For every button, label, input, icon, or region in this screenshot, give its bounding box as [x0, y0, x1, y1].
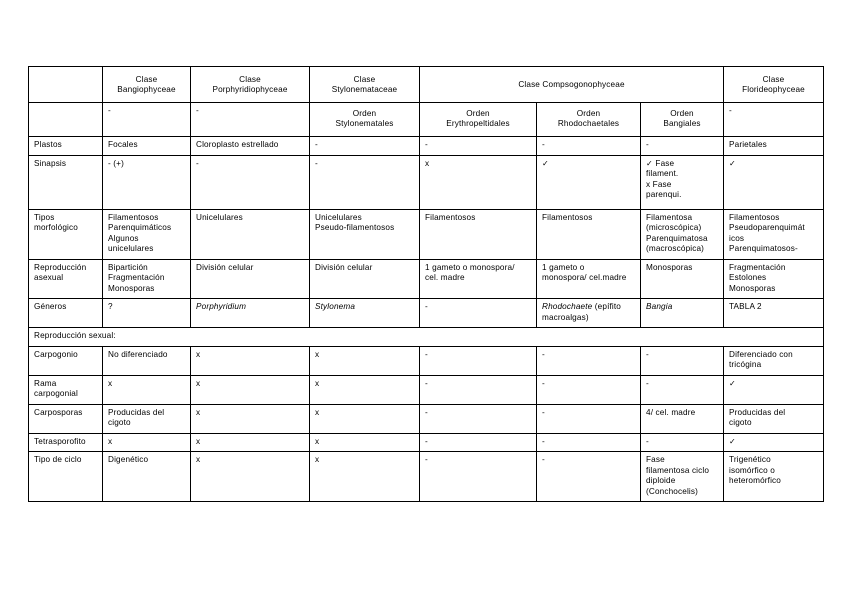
table-cell: - [420, 375, 537, 404]
section-label: Reproducción sexual: [29, 328, 824, 347]
table-cell: Filamentosos Pseudoparenquimát icos Parenquimatosos- [724, 209, 824, 259]
table-cell: - [420, 346, 537, 375]
table-cell: x [191, 433, 310, 452]
row-label: Tipo de ciclo [29, 452, 103, 502]
table-cell: Digenético [103, 452, 191, 502]
table-cell: x [103, 375, 191, 404]
table-cell: Producidas del cigoto [103, 404, 191, 433]
table-cell: - (+) [103, 155, 191, 209]
genus-note: (epífito macroalgas) [542, 302, 622, 322]
table-row [29, 452, 824, 502]
table-cell: ✓ [724, 155, 824, 209]
table-cell: Fragmentación Estolones Monosporas [724, 259, 824, 299]
table-cell: - [537, 452, 641, 502]
table-row [29, 346, 824, 375]
table-cell: Trigenético isomórfico o heteromórfico [724, 452, 824, 502]
table-cell [537, 299, 641, 328]
order-cell: - [191, 103, 310, 137]
order-cell: - [103, 103, 191, 137]
table-cell: x [310, 404, 420, 433]
table-cell: Bipartición Fragmentación Monosporas [103, 259, 191, 299]
table-row [29, 433, 824, 452]
table-cell: - [191, 155, 310, 209]
row-label: Plastos [29, 137, 103, 156]
row-label: Reproducción asexual [29, 259, 103, 299]
table-row [29, 259, 824, 299]
table-cell: Cloroplasto estrellado [191, 137, 310, 156]
table-cell: - [310, 155, 420, 209]
table-row [29, 137, 824, 156]
header-bangiophyceae: Clase Bangiophyceae [103, 67, 191, 103]
table-cell: - [537, 404, 641, 433]
table-cell: Porphyridium [191, 299, 310, 328]
table-cell: x [310, 452, 420, 502]
table-cell: Unicelulares [191, 209, 310, 259]
table-cell: Focales [103, 137, 191, 156]
table-cell: Fase filamentosa ciclo diploide (Conchocelis) [641, 452, 724, 502]
table-cell: - [537, 137, 641, 156]
table-cell: x [191, 375, 310, 404]
table-cell: Filamentosos [420, 209, 537, 259]
table-cell: - [310, 137, 420, 156]
table-cell: - [537, 375, 641, 404]
table-cell: Filamentosos Parenquimáticos Algunos unicelulares [103, 209, 191, 259]
table-cell: 1 gameto o monospora/ cel.madre [537, 259, 641, 299]
table-cell: Stylonema [310, 299, 420, 328]
row-label: Sinapsis [29, 155, 103, 209]
table-cell: x [420, 155, 537, 209]
header-florideophyceae: Clase Florideophyceae [724, 67, 824, 103]
genus-name: Rhodochaete [542, 302, 593, 311]
table-row [29, 155, 824, 209]
table-cell: ✓ [724, 433, 824, 452]
table-cell: División celular [310, 259, 420, 299]
row-label: Carposporas [29, 404, 103, 433]
table-cell: ? [103, 299, 191, 328]
order-cell: Orden Bangiales [641, 103, 724, 137]
corner-cell [29, 67, 103, 103]
order-cell: - [724, 103, 824, 137]
table-cell: Monosporas [641, 259, 724, 299]
table-cell: Bangia [641, 299, 724, 328]
order-cell: Orden Rhodochaetales [537, 103, 641, 137]
table-cell: x [191, 346, 310, 375]
section-row [29, 328, 824, 347]
table-cell: - [641, 433, 724, 452]
row-label: Rama carpogonial [29, 375, 103, 404]
table-row [29, 299, 824, 328]
table-cell: x [310, 433, 420, 452]
table-row [29, 375, 824, 404]
table-cell: 1 gameto o monospora/ cel. madre [420, 259, 537, 299]
table-cell: - [641, 346, 724, 375]
table-cell: TABLA 2 [724, 299, 824, 328]
table-cell: Filamentosos [537, 209, 641, 259]
row-label: Tetrasporofito [29, 433, 103, 452]
rhodophyta-comparison-table [28, 66, 824, 502]
row-label: Géneros [29, 299, 103, 328]
table-cell: No diferenciado [103, 346, 191, 375]
table-row [29, 404, 824, 433]
table-cell: Unicelulares Pseudo-filamentosos [310, 209, 420, 259]
row-label: Carpogonio [29, 346, 103, 375]
table-cell: x [103, 433, 191, 452]
header-compsogonophyceae: Clase Compsogonophyceae [420, 67, 724, 103]
table-cell: ✓ [537, 155, 641, 209]
table-cell: ✓ [724, 375, 824, 404]
table-cell: x [310, 346, 420, 375]
table-cell: Diferenciado con tricógina [724, 346, 824, 375]
table-cell: - [641, 137, 724, 156]
table-cell: x [310, 375, 420, 404]
table-cell: División celular [191, 259, 310, 299]
table-cell: - [420, 404, 537, 433]
order-label-cell [29, 103, 103, 137]
table-cell: x [191, 452, 310, 502]
order-cell: Orden Stylonematales [310, 103, 420, 137]
table-cell: Parietales [724, 137, 824, 156]
class-header-row [29, 67, 824, 103]
table-cell: - [420, 299, 537, 328]
header-stylonemataceae: Clase Stylonemataceae [310, 67, 420, 103]
order-row [29, 103, 824, 137]
header-porphyridiophyceae: Clase Porphyridiophyceae [191, 67, 310, 103]
table-cell: ✓ Fase filament. x Fase parenqui. [641, 155, 724, 209]
table-cell: - [420, 452, 537, 502]
table-cell: 4/ cel. madre [641, 404, 724, 433]
table-cell: x [191, 404, 310, 433]
table-cell: Producidas del cigoto [724, 404, 824, 433]
table-cell: Filamentosa (microscópica) Parenquimatosa (macroscópica) [641, 209, 724, 259]
table-cell: - [537, 433, 641, 452]
table-cell: - [537, 346, 641, 375]
row-label: Tipos morfológico [29, 209, 103, 259]
table-cell: - [420, 433, 537, 452]
table-row [29, 209, 824, 259]
table-cell: - [641, 375, 724, 404]
table-cell: - [420, 137, 537, 156]
order-cell: Orden Erythropeltidales [420, 103, 537, 137]
